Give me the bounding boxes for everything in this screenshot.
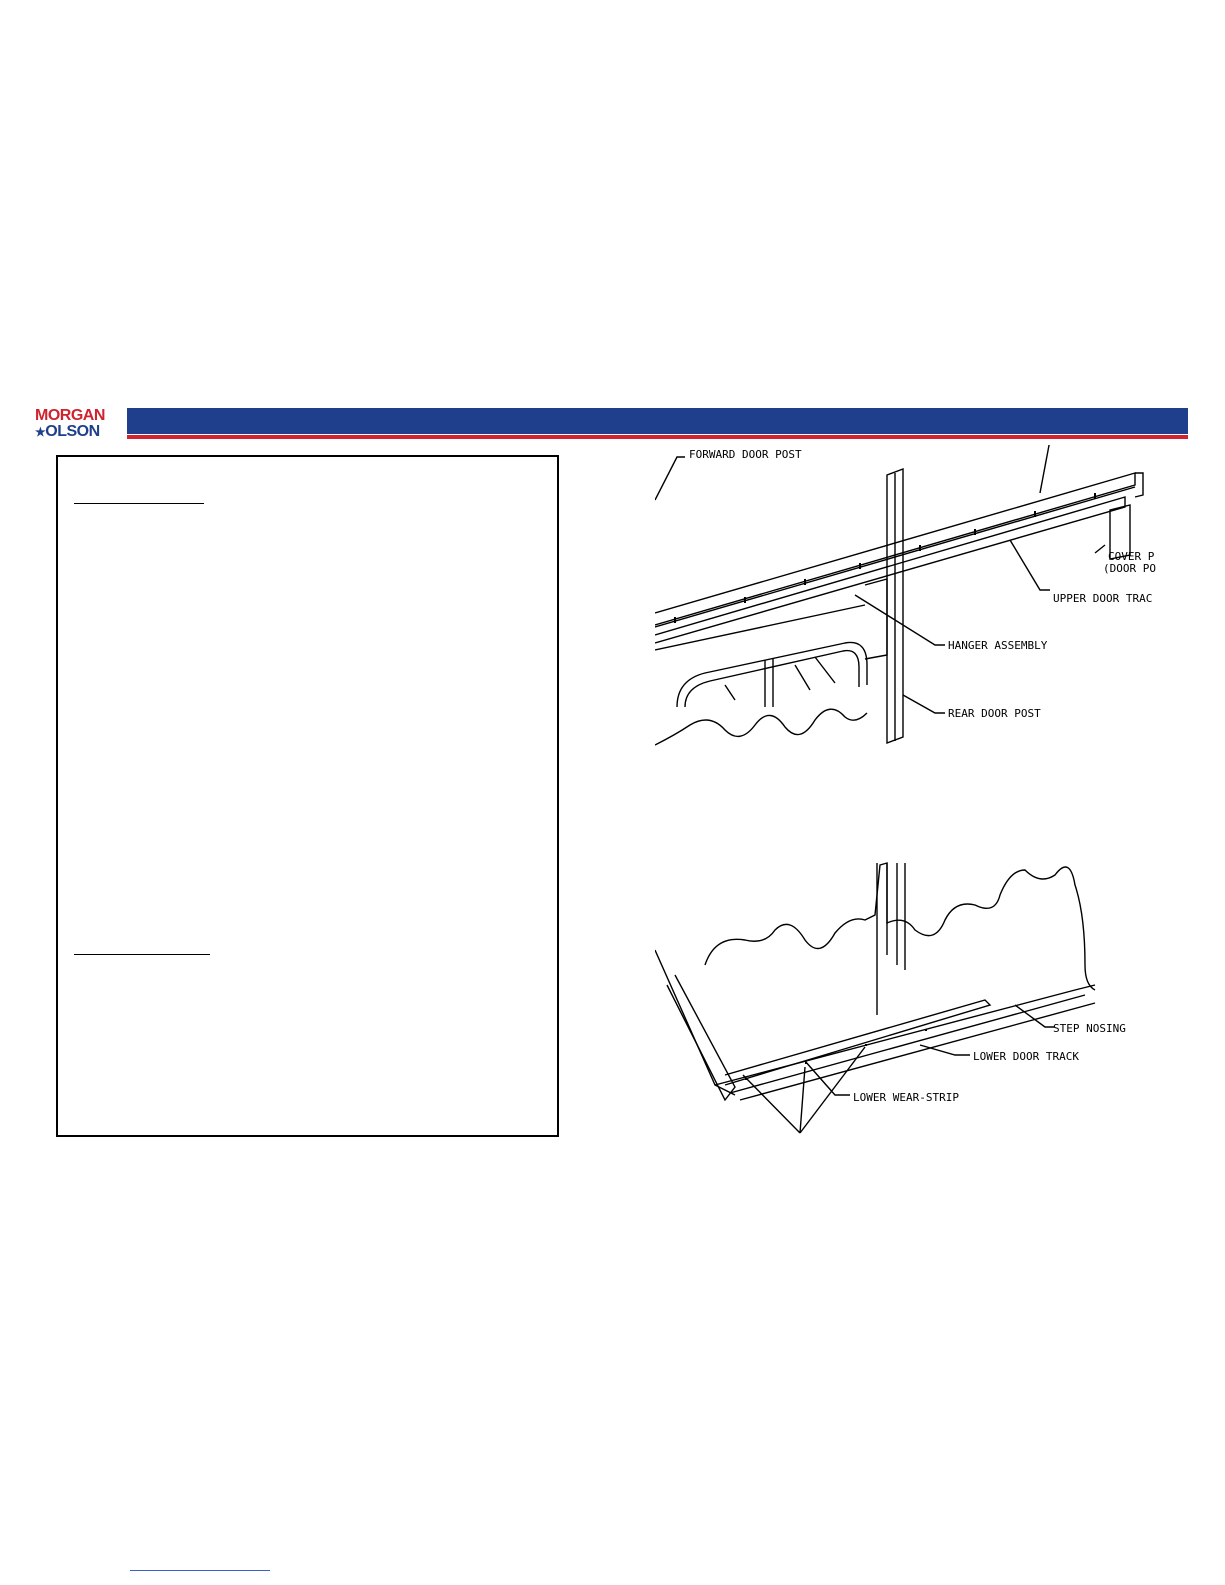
footer-link-underline[interactable] bbox=[130, 1570, 270, 1571]
label-cover-plate-line1: COVER P bbox=[1108, 550, 1155, 563]
star-icon: ★ bbox=[35, 425, 46, 439]
label-rear-door-post: REAR DOOR POST bbox=[948, 707, 1041, 720]
header-band bbox=[35, 408, 1188, 441]
logo-text-bottom-word: OLSON bbox=[45, 423, 100, 440]
header-blue-bar bbox=[127, 408, 1188, 434]
label-forward-door-post: FORWARD DOOR POST bbox=[689, 448, 802, 461]
logo-text-bottom bbox=[35, 424, 100, 440]
text-box bbox=[56, 455, 559, 1137]
door-track-illustration bbox=[655, 445, 1185, 1160]
header-red-stripe bbox=[127, 435, 1188, 439]
section-heading-underline-2 bbox=[74, 954, 210, 955]
label-step-nosing: STEP NOSING bbox=[1053, 1022, 1126, 1035]
label-hanger-assembly: HANGER ASSEMBLY bbox=[948, 639, 1048, 652]
label-lower-wear-strip: LOWER WEAR-STRIP bbox=[853, 1091, 959, 1104]
label-cover-plate-line2: (DOOR PO bbox=[1103, 562, 1156, 575]
morgan-olson-logo bbox=[35, 408, 127, 441]
label-upper-door-track: UPPER DOOR TRAC bbox=[1053, 592, 1153, 605]
section-heading-underline-1 bbox=[74, 503, 204, 504]
label-lower-door-track: LOWER DOOR TRACK bbox=[973, 1050, 1079, 1063]
logo-text-top: MORGAN bbox=[35, 407, 105, 424]
